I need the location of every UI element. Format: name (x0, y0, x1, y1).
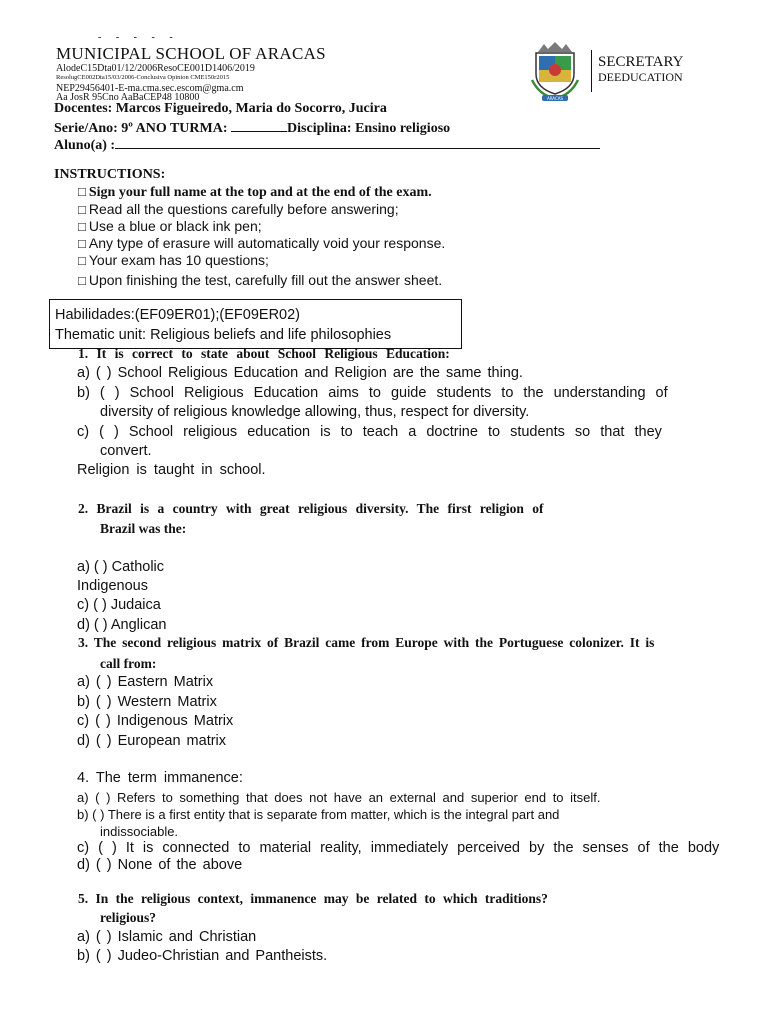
header-contact-line: NEP29456401-E-ma.cma.sec.escom@gma.cm (56, 83, 244, 94)
header-opinion-line: ResolugCE002Dta15/03/2006-Conclusiva Opinion CME150r2015 (56, 74, 230, 81)
question-3-title-continued: call from: (100, 656, 157, 671)
checkbox-icon: □ (78, 236, 86, 251)
question-3-option-d[interactable]: d) ( ) European matrix (77, 733, 227, 749)
instruction-item (78, 218, 262, 234)
school-name: MUNICIPAL SCHOOL OF ARACAS (56, 44, 326, 63)
question-1-option-a[interactable]: a) ( ) School Religious Education and Religion are the same thing. (77, 365, 523, 381)
docentes-line: Docentes: Marcos Figueiredo, Maria do Socorro, Jucira (54, 101, 387, 116)
disciplina-label: Disciplina: Ensino religioso (287, 121, 451, 136)
header-divider (591, 50, 592, 92)
thematic-unit: Thematic unit: Religious beliefs and life philosophies (55, 327, 392, 343)
question-2-title: 2. Brazil is a country with great religious diversity. The first religion of (78, 501, 544, 516)
serie-label: Serie/Ano: 9º ANO TURMA: (54, 121, 232, 136)
municipal-crest-icon (530, 40, 580, 102)
question-2-option-d[interactable]: d) ( ) Anglican (77, 617, 167, 633)
instruction-text: Any type of erasure will automatically void your response. (88, 235, 446, 251)
header-resolution-line: AlodeC15Dta01/12/2006ResoCE001D1406/2019 (56, 63, 255, 74)
question-3-option-b[interactable]: b) ( ) Western Matrix (77, 694, 217, 710)
instruction-item (78, 272, 442, 288)
instruction-item (78, 201, 399, 217)
instruction-item (78, 252, 269, 268)
crest-caption: ARACAS (546, 96, 564, 101)
instruction-text: Use a blue or black ink pen; (88, 218, 262, 234)
checkbox-icon: □ (78, 273, 86, 288)
turma-blank[interactable] (231, 119, 287, 132)
instruction-text: Read all the questions carefully before answering; (88, 201, 399, 217)
question-1-option-c[interactable]: c) ( ) School religious education is to teach a doctrine to students so that they (77, 424, 662, 440)
question-4-option-d[interactable]: d) ( ) None of the above (77, 857, 243, 873)
checkbox-icon: □ (78, 253, 86, 268)
secretary-title: SECRETARY (598, 54, 684, 70)
question-1-option-d[interactable]: Religion is taught in school. (77, 462, 266, 478)
aluno-label: Aluno(a) : (54, 138, 116, 153)
question-2-option-b[interactable]: Indigenous (77, 578, 148, 594)
question-5-title-continued: religious? (100, 910, 157, 925)
header-address-line: Aa JosR 95Cno AaBaCEP48 10800 (56, 92, 200, 103)
question-4-option-a[interactable]: a) ( ) Refers to something that does not have an external and superior end to itself. (77, 790, 601, 805)
header-marks: - - - - - (98, 32, 179, 43)
question-2-option-a[interactable]: a) ( ) Catholic (77, 559, 165, 575)
question-1-option-b[interactable]: b) ( ) School Religious Education aims to guide students to the understanding of (77, 385, 668, 401)
instruction-item (78, 235, 445, 251)
question-4-option-b-continued: indissociable. (100, 824, 179, 839)
question-3-option-a[interactable]: a) ( ) Eastern Matrix (77, 674, 214, 690)
secretary-subtitle: DEEDUCATION (598, 70, 683, 84)
question-5-option-b[interactable]: b) ( ) Judeo-Christian and Pantheists. (77, 948, 328, 964)
question-5-option-a[interactable]: a) ( ) Islamic and Christian (77, 929, 257, 945)
question-1-option-c-continued: convert. (100, 443, 152, 459)
instruction-text: Upon finishing the test, carefully fill out the answer sheet. (88, 272, 443, 288)
instruction-text: Your exam has 10 questions; (88, 252, 269, 268)
question-1-title: 1. It is correct to state about School Religious Education: (78, 346, 450, 361)
checkbox-icon: □ (78, 219, 86, 234)
question-4-option-b[interactable]: b) ( ) There is a first entity that is separate from matter, which is the integral part and (77, 807, 560, 822)
checkbox-icon: □ (78, 202, 86, 217)
question-3-title: 3. The second religious matrix of Brazil came from Europe with the Portuguese colonizer. It is (78, 635, 655, 650)
serie-line (54, 119, 450, 137)
instruction-item (78, 184, 432, 201)
question-4-option-c[interactable]: c) ( ) It is connected to material reality, immediately perceived by the senses of the body (77, 840, 720, 856)
question-2-title-continued: Brazil was the: (100, 521, 187, 536)
question-2-option-c[interactable]: c) ( ) Judaica (77, 597, 161, 613)
question-5-title: 5. In the religious context, immanence may be related to which traditions? (78, 891, 548, 906)
student-name-blank[interactable] (115, 136, 600, 149)
skills-codes: Habilidades:(EF09ER01);(EF09ER02) (55, 307, 300, 323)
question-3-option-c[interactable]: c) ( ) Indigenous Matrix (77, 713, 234, 729)
instructions-title: INSTRUCTIONS: (54, 167, 166, 182)
instruction-text: Sign your full name at the top and at the end of the exam. (88, 185, 432, 200)
question-4-title: 4. The term immanence: (77, 770, 243, 786)
question-1-option-b-continued: diversity of religious knowledge allowing, thus, respect for diversity. (100, 404, 530, 420)
checkbox-icon: □ (78, 184, 86, 199)
aluno-line (54, 136, 600, 154)
